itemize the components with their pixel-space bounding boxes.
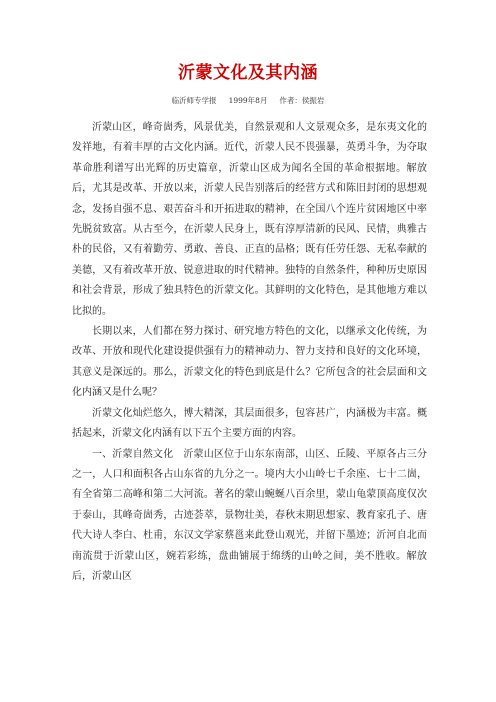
paragraph: 沂蒙文化灿烂悠久，博大精深，其层面很多，包容甚广，内涵极为丰富。概括起来，沂蒙文化内涵有以下五个主要方面的内容。 [72,407,427,440]
paragraph: 沂蒙山区，峰奇崮秀，风景优美，自然景观和人文景观众多，是东夷文化的发祥地，有着丰厚的古文化内涵。近代，沂蒙人民不畏强暴，英勇斗争，为夺取革命胜利谱写出光辉的历史篇章，沂蒙山区成为闻名全国的革命根据地。解放后，尤其是改革、开放以来，沂蒙人民告别落后的经营方式和陈旧封闭的思想观念，发扬自强不息、艰苦奋斗和开拓进取的精神，在全国八个连片贫困地区中率先脱贫致富。从古至今，在沂蒙人民身上，既有淳厚清新的民风、民情，典雅古朴的民俗，又有着勤劳、勇敢、善良、正直的品格；既有任劳任怨、无私奉献的美德，又有着改革开放、锐意进取的时代精神。独特的自然条件，种种历史原因和社会背景，形成了独具特色的沂蒙文化。其鲜明的文化特色，是其他地方难以比拟的。 [72,122,427,317]
paragraph: 长期以来，人们都在努力探讨、研究地方特色的文化，以继承文化传统，为改革、开放和现代化建设提供强有力的精神动力、智力支持和良好的文化环境，其意义是深远的。那么，沂蒙文化的特色到底是什么？它所包含的社会层面和文化内涵又是什么呢？ [72,326,427,399]
article-body [72,118,427,587]
meta-date: 1999年8月 [228,96,268,105]
meta-source: 临沂师专学报 [171,96,217,105]
article-title: 沂蒙文化及其内涵 [178,63,318,83]
paragraph: 一、沂蒙自然文化 沂蒙山区位于山东东南部，山区、丘陵、平原各占三分之一，人口和面积各占山东省的九分之一。境内大小山岭七千余座、七十二崮，有全省第二高峰和第二大河流。著名的蒙山蜿蜒八百余里，蒙山龟蒙顶高度仅次于泰山，其峰奇崮秀，古迹荟萃，景物壮美，春秋末期思想家、教育家孔子、唐代大诗人李白、杜甫，东汉文学家蔡邕来此登山观光，并留下墨迹；沂河自北而南流贯于沂蒙山区，婉若彩练，盘曲铺展于绵绣的山岭之间，美不胜收。解放后，沂蒙山区 [72,448,427,582]
article-meta [0,95,496,106]
meta-author: 作者：侯振岩 [279,96,325,105]
